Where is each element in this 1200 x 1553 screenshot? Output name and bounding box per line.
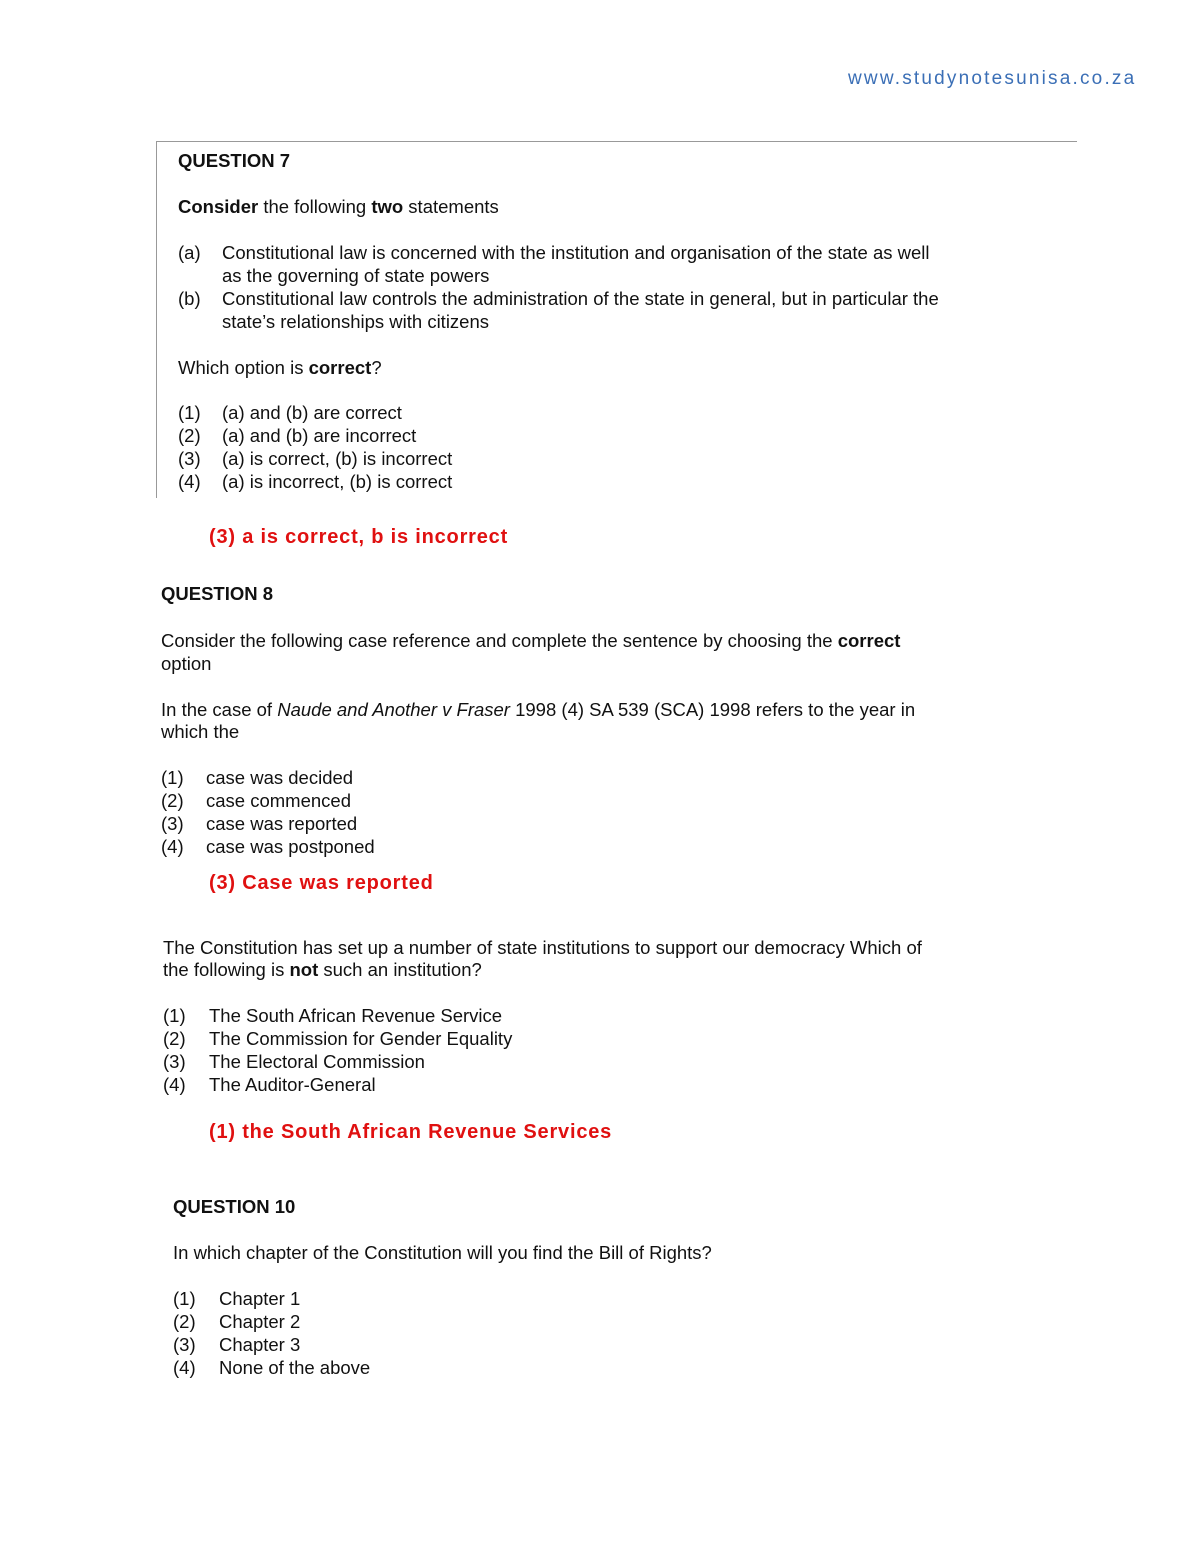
question-10-heading: QUESTION 10 xyxy=(173,1196,296,1217)
statement-a xyxy=(178,241,1058,287)
site-link[interactable]: www.studynotesunisa.co.za xyxy=(848,68,1137,89)
q10-option-4 xyxy=(173,1356,473,1379)
question-7-heading: QUESTION 7 xyxy=(178,150,291,171)
question-8-prompt-line2: option xyxy=(161,653,212,674)
option-number: (2) xyxy=(178,425,201,446)
question-7-prompt: Consider the following two statements xyxy=(178,196,499,217)
q9-option-4 xyxy=(163,1073,583,1096)
option-number: (2) xyxy=(173,1311,196,1332)
q10-option-2 xyxy=(173,1310,473,1333)
question-7-answer: (3) a is correct, b is incorrect xyxy=(209,526,509,548)
question-10-prompt: In which chapter of the Constitution will you find the Bill of Rights? xyxy=(173,1242,712,1263)
option-number: (4) xyxy=(161,836,184,857)
option-number: (4) xyxy=(173,1357,196,1378)
option-number: (3) xyxy=(163,1051,186,1072)
question-8-case-line2: which the xyxy=(161,721,240,742)
statement-text: Constitutional law is concerned with the institution and organisation of the state as well xyxy=(222,242,930,263)
option-number: (2) xyxy=(161,790,184,811)
option-number: (4) xyxy=(163,1074,186,1095)
statement-text: state’s relationships with citizens xyxy=(222,311,490,332)
q9-option-1 xyxy=(163,1004,583,1027)
option-number: (3) xyxy=(173,1334,196,1355)
option-text: None of the above xyxy=(219,1357,371,1378)
option-number: (4) xyxy=(178,471,201,492)
statement-b xyxy=(178,287,1058,333)
question-7-which: Which option is correct? xyxy=(178,357,382,378)
q7-option-4 xyxy=(178,470,578,493)
option-text: case was reported xyxy=(206,813,358,834)
option-text: The South African Revenue Service xyxy=(209,1005,503,1026)
option-text: Chapter 1 xyxy=(219,1288,301,1309)
option-number: (1) xyxy=(178,402,201,423)
q7-option-3 xyxy=(178,447,578,470)
option-number: (2) xyxy=(163,1028,186,1049)
q8-option-3 xyxy=(161,812,561,835)
q8-option-2 xyxy=(161,789,561,812)
question-8-heading: QUESTION 8 xyxy=(161,583,274,604)
statement-label: (b) xyxy=(178,288,201,309)
option-text: (a) is correct, (b) is incorrect xyxy=(222,448,453,469)
question-9-answer: (1) the South African Revenue Services xyxy=(209,1121,613,1143)
q8-option-4 xyxy=(161,835,561,858)
option-text: (a) is incorrect, (b) is correct xyxy=(222,471,453,492)
question-9-prompt-line2: the following is not such an institution? xyxy=(163,959,482,980)
q7-option-2 xyxy=(178,424,578,447)
statement-text: as the governing of state powers xyxy=(222,265,490,286)
q10-option-1 xyxy=(173,1287,473,1310)
question-9-prompt-line1: The Constitution has set up a number of state institutions to support our democracy Which of xyxy=(163,937,922,958)
statement-label: (a) xyxy=(178,242,201,263)
option-text: case commenced xyxy=(206,790,351,811)
option-text: Chapter 2 xyxy=(219,1311,301,1332)
option-text: (a) and (b) are correct xyxy=(222,402,402,423)
q9-option-2 xyxy=(163,1027,583,1050)
q7-option-1 xyxy=(178,401,578,424)
q8-option-1 xyxy=(161,766,561,789)
option-text: case was decided xyxy=(206,767,354,788)
question-8-answer: (3) Case was reported xyxy=(209,872,434,894)
option-text: Chapter 3 xyxy=(219,1334,301,1355)
option-number: (3) xyxy=(178,448,201,469)
option-number: (1) xyxy=(173,1288,196,1309)
option-text: (a) and (b) are incorrect xyxy=(222,425,417,446)
option-number: (1) xyxy=(161,767,184,788)
option-text: case was postponed xyxy=(206,836,375,857)
q9-option-3 xyxy=(163,1050,583,1073)
option-text: The Electoral Commission xyxy=(209,1051,425,1072)
q10-option-3 xyxy=(173,1333,473,1356)
statement-text: Constitutional law controls the administration of the state in general, but in particular the xyxy=(222,288,939,309)
option-number: (3) xyxy=(161,813,184,834)
option-text: The Commission for Gender Equality xyxy=(209,1028,513,1049)
question-8-case-line1: In the case of Naude and Another v Fraser 1998 (4) SA 539 (SCA) 1998 refers to the year in xyxy=(161,699,916,720)
option-number: (1) xyxy=(163,1005,186,1026)
option-text: The Auditor-General xyxy=(209,1074,376,1095)
question-8-prompt-line1: Consider the following case reference and complete the sentence by choosing the correct xyxy=(161,630,901,651)
